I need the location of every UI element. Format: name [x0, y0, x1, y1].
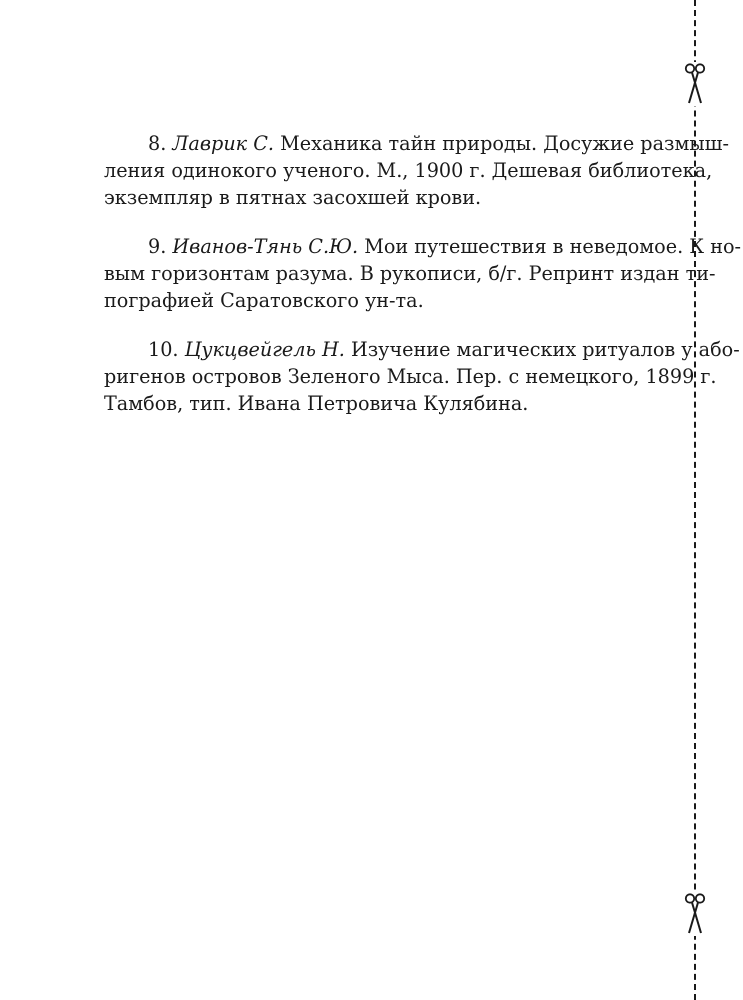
- entry-line: [104, 336, 740, 363]
- entry-number: 8.: [148, 132, 167, 155]
- entry-line: [104, 233, 742, 260]
- entry-line: вым горизонтам разума. В рукописи, б/г. Репринт издан ти-: [104, 262, 716, 285]
- scissors-icon: [683, 892, 707, 936]
- scissors-icon: [683, 62, 707, 106]
- entry-line: пографией Саратовского ун-та.: [104, 289, 424, 312]
- bibliography-entry: [104, 336, 740, 417]
- bibliography-entry: [104, 130, 730, 211]
- entry-line: ригенов островов Зеленого Мыса. Пер. с немецкого, 1899 г.: [104, 365, 717, 388]
- entry-line: ления одинокого ученого. М., 1900 г. Дешевая библиотека,: [104, 159, 713, 182]
- bibliography-entry: [104, 233, 742, 314]
- entry-author: Лаврик С.: [172, 132, 275, 155]
- entry-text: Изучение магических ритуалов у або-: [350, 338, 740, 361]
- entry-number: 9.: [148, 235, 167, 258]
- entry-text: Мои путешествия в неведомое. К но-: [364, 235, 742, 258]
- entry-line: экземпляр в пятнах засохшей крови.: [104, 186, 482, 209]
- dashed-cut-line: [694, 0, 696, 1000]
- bibliography-list: [104, 130, 742, 439]
- entry-text: Механика тайн природы. Досужие размыш-: [280, 132, 730, 155]
- entry-author: Иванов-Тянь С.Ю.: [172, 235, 359, 258]
- entry-line: Тамбов, тип. Ивана Петровича Кулябина.: [104, 392, 529, 415]
- entry-line: [104, 130, 730, 157]
- entry-author: Цукцвейгель Н.: [184, 338, 345, 361]
- entry-number: 10.: [148, 338, 179, 361]
